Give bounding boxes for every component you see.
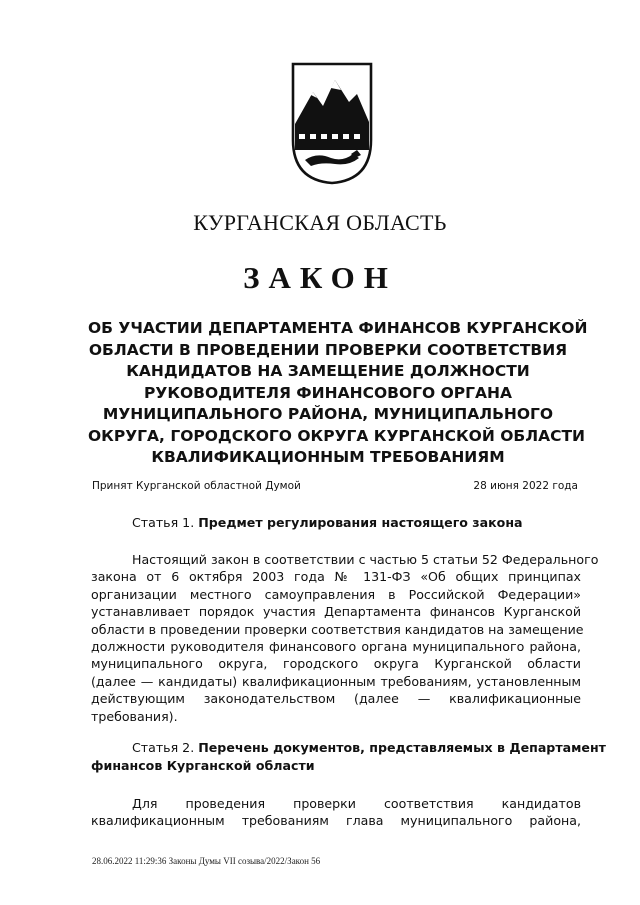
article-2-label: Статья 2. bbox=[132, 740, 195, 755]
paragraph-line: муниципального округа, городского округа Курганской области bbox=[91, 656, 581, 672]
article-2-title-cont: финансов Курганской области bbox=[91, 758, 315, 773]
article-2-heading-line bbox=[91, 739, 606, 757]
law-title-line: КАНДИДАТОВ НА ЗАМЕЩЕНИЕ ДОЛЖНОСТИ bbox=[126, 362, 530, 380]
paragraph-line: требования). bbox=[91, 708, 178, 724]
law-title-line: ОКРУГА, ГОРОДСКОГО ОКРУГА КУРГАНСКОЙ ОБЛАСТИ bbox=[88, 426, 585, 445]
article-1-heading bbox=[132, 515, 523, 530]
document-type: ЗАКОН bbox=[243, 260, 397, 295]
article-1-title: Предмет регулирования настоящего закона bbox=[198, 515, 523, 530]
paragraph-line: (далее — кандидаты) квалификационным требованиям, установленным bbox=[91, 673, 581, 689]
paragraph-line: организации местного самоуправления в Российской Федерации» bbox=[91, 586, 581, 602]
law-title-line: КВАЛИФИКАЦИОННЫМ ТРЕБОВАНИЯМ bbox=[151, 448, 505, 466]
coat-of-arms-emblem bbox=[291, 62, 373, 185]
article-2-title: Перечень документов, представляемых в Департамент bbox=[198, 740, 606, 755]
region-name: КУРГАНСКАЯ ОБЛАСТЬ bbox=[193, 210, 447, 235]
law-title-line: МУНИЦИПАЛЬНОГО РАЙОНА, МУНИЦИПАЛЬНОГО bbox=[102, 405, 554, 423]
article-2-paragraph bbox=[91, 795, 581, 830]
article-2-heading-line bbox=[91, 757, 583, 775]
adopted-by: Принят Курганской областной Думой bbox=[92, 480, 301, 492]
paragraph-line: устанавливает порядок участия Департамента финансов Курганской bbox=[91, 604, 581, 620]
article-1-paragraph bbox=[91, 551, 599, 725]
law-title bbox=[88, 318, 588, 469]
paragraph-line: Для проведения проверки соответствия кандидатов bbox=[132, 796, 581, 811]
law-title-line: ОБЛАСТИ В ПРОВЕДЕНИИ ПРОВЕРКИ СООТВЕТСТВИЯ bbox=[88, 340, 568, 359]
article-1-label: Статья 1. bbox=[132, 515, 195, 530]
paragraph-line: Настоящий закон в соответствии с частью 5 статьи 52 Федерального bbox=[132, 552, 599, 567]
paragraph-line: области в проведении проверки соответствия кандидатов на замещение bbox=[91, 621, 584, 637]
law-title-line: ОБ УЧАСТИИ ДЕПАРТАМЕНТА ФИНАНСОВ КУРГАНСКОЙ bbox=[88, 319, 588, 337]
paragraph-line: должности руководителя финансового органа муниципального района, bbox=[91, 638, 581, 654]
paragraph-line: квалификационным требованиям глава муниципального района, bbox=[91, 813, 581, 829]
law-title-line: РУКОВОДИТЕЛЯ ФИНАНСОВОГО ОРГАНА bbox=[144, 383, 512, 402]
paragraph-line: закона от 6 октября 2003 года № 131-ФЗ «Об общих принципах bbox=[91, 569, 581, 585]
adoption-date: 28 июня 2022 года bbox=[473, 480, 578, 492]
paragraph-line: действующим законодательством (далее — квалификационные bbox=[91, 691, 581, 707]
article-2-heading bbox=[91, 739, 606, 775]
footer-stamp: 28.06.2022 11:29:36 Законы Думы VII созыва/2022/Закон 56 bbox=[92, 856, 321, 866]
